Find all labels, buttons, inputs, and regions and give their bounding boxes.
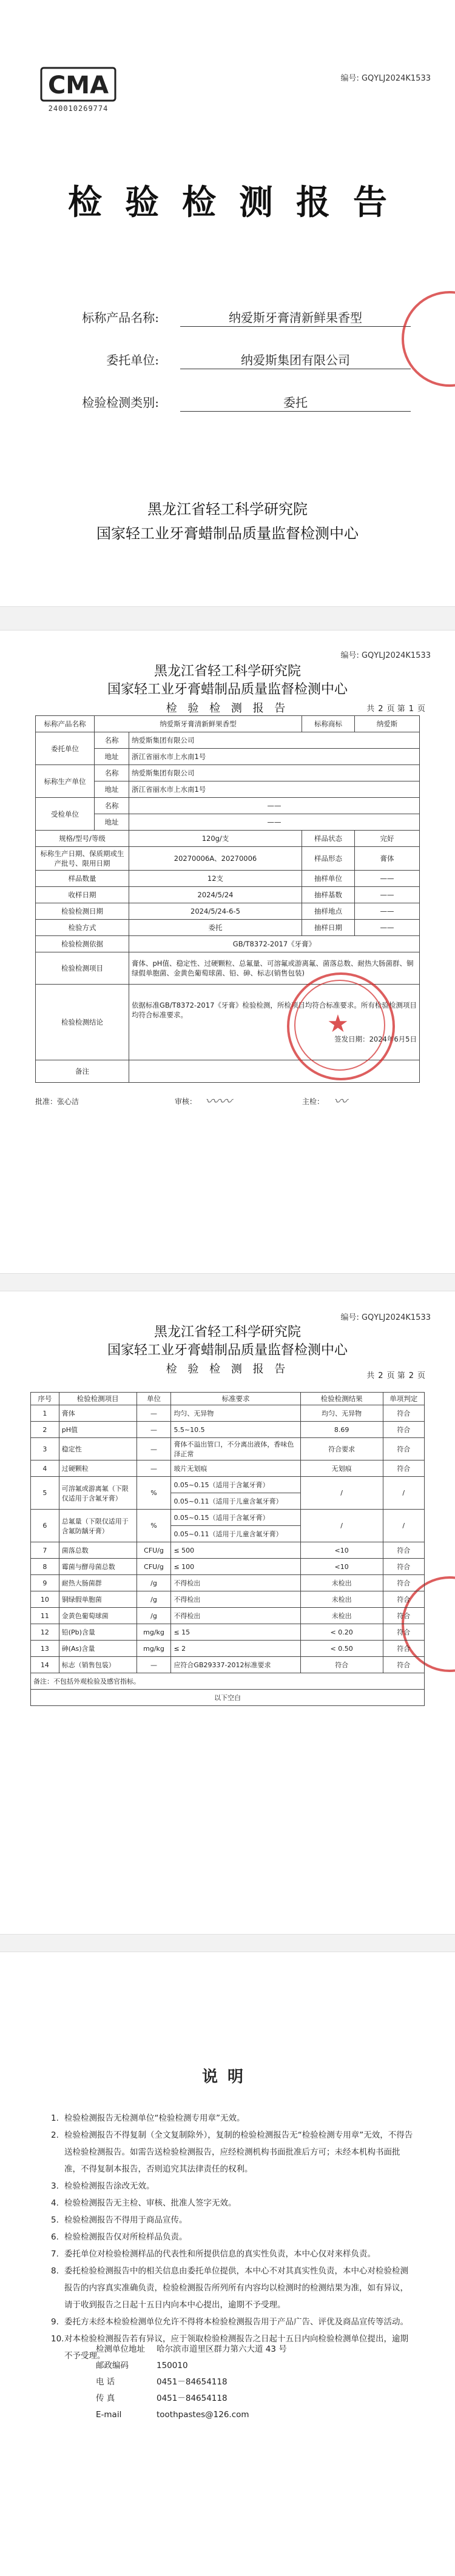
item-number: 10. [51,2334,64,2344]
item-number: 8. [51,2266,59,2276]
page-suffix: 页 [417,704,425,714]
table-row [36,871,420,887]
page-indicator [365,1369,427,1380]
cma-logo [40,67,116,113]
table-cell: 7 [31,1542,59,1559]
page-indicator [365,702,427,714]
cell-label: 抽样单位 [302,871,355,887]
cell-value: 膏体 [355,847,420,871]
field-value: 委托 [283,395,308,410]
table-cell: 2 [31,1422,59,1438]
report-number-label: 编号: [340,74,359,83]
table-row [31,1575,425,1591]
table-cell: 均匀、无异物 [300,1405,383,1422]
contact-row [96,2390,287,2407]
table-cell: — [136,1657,171,1673]
table-cell: 符合 [383,1641,424,1657]
item-text: 检验检测报告无检测单位“检验检测专用章”无效。 [64,2113,245,2123]
item-text: 委托方未经本检验检测单位允许不得将本检验检测报告用于产品广告、评优及商品宣传等活动。 [64,2317,408,2327]
table-cell: 6 [31,1510,59,1542]
table-cell: 砷(As)含量 [59,1641,136,1657]
table-row [36,847,420,871]
table-cell: <10 [300,1542,383,1559]
cma-number: 240010269774 [48,104,109,113]
report-number-value: GQYLJ2024K1533 [361,1313,431,1322]
item-text: 对本检验检测报告若有异议，应于领取检验检测报告之日起十五日内向检验检测单位提出，逾期不予受理。 [64,2334,408,2361]
column-header: 检验检测结果 [300,1393,383,1405]
table-row [31,1657,425,1673]
statement-list [51,2110,415,2364]
field-value: 纳爱斯牙膏清新鲜果香型 [229,310,362,325]
cell-value: 12支 [129,871,302,887]
statement-item [51,2127,415,2178]
table-cell: 8 [31,1559,59,1575]
column-header: 单位 [136,1393,171,1405]
table-cell: 符合要求 [300,1438,383,1460]
cover-field-product [68,303,432,327]
table-cell: 0.05~0.15（适用于含氟牙膏） [171,1477,300,1493]
table-row [36,903,420,920]
item-number: 1. [51,2113,59,2123]
cell-value: 膏体、pH值、稳定性、过硬颗粒、总氟量、可溶氟或游离氟、菌落总数、耐热大肠菌群、铜绿假单胞菌、金黄色葡萄球菌、铅、砷、标志(销售包装) [129,952,420,985]
field-label: 标称产品名称: [82,310,159,325]
cell-value: —— [355,887,420,903]
table-cell: < 0.50 [300,1641,383,1657]
statement-item [51,2246,415,2263]
table-cell: 符合 [383,1657,424,1673]
table-cell: 过硬颗粒 [59,1460,136,1477]
table-cell: 9 [31,1575,59,1591]
table-cell: % [136,1510,171,1542]
org-name-1: 黑龙江省轻工科学研究院 [153,664,301,679]
page-mid: 页 第 [386,1371,405,1380]
cell-label: 样品形态 [302,847,355,871]
cell-value: —— [129,798,420,814]
report-title: 检 验 检 测 报 告 [166,1363,289,1376]
contact-label: 检测单位地址 [96,2344,145,2354]
cell-value: 纳爱斯牙膏清新鲜果香型 [95,716,302,732]
cell-value: 20270006A、20270006 [129,847,302,871]
reviewer: 审核： [175,1097,197,1106]
field-label: 检验检测类别: [82,395,159,410]
report-number-value: GQYLJ2024K1533 [361,74,431,83]
star-icon: ★ [327,1010,349,1038]
table-cell: 霉菌与酵母菌总数 [59,1559,136,1575]
table-cell: — [136,1460,171,1477]
table-cell: 应符合GB29337-2012标准要求 [171,1657,300,1673]
cover-field-client [68,346,432,370]
seal-stamp [287,972,395,1080]
table-cell: 无划痕 [300,1460,383,1477]
statement-item [51,2195,415,2212]
report-number-value: GQYLJ2024K1533 [361,651,431,660]
item-number: 5. [51,2215,59,2225]
page-mid: 页 第 [386,704,405,714]
cell-value: —— [129,814,420,831]
cell-label: 收样日期 [36,887,129,903]
cell-label: 受检单位 [36,798,95,831]
contact-label: E-mail [96,2410,122,2420]
org-name-2: 国家轻工业牙膏蜡制品质量监督检测中心 [96,525,359,542]
table-cell: 稳定性 [59,1438,136,1460]
tester-signature: 〰 [334,1094,348,1109]
item-number: 6. [51,2232,59,2242]
table-cell: 耐热大肠菌群 [59,1575,136,1591]
table-cell: 11 [31,1608,59,1624]
contact-row [96,2358,287,2374]
table-cell: / [300,1477,383,1510]
cover-page [0,0,455,606]
org-name-2: 国家轻工业牙膏蜡制品质量监督检测中心 [107,682,348,697]
cell-label: 样品状态 [302,831,355,847]
page-number: 1 [408,704,414,714]
contact-value: 哈尔滨市道里区群力第六大道 43 号 [157,2344,287,2354]
cell-value: 委托 [129,920,302,936]
cell-label: 检验方式 [36,920,129,936]
table-cell: 符合 [300,1657,383,1673]
table-cell: /g [136,1608,171,1624]
report-number [340,649,431,660]
table-cell: 5.5~10.5 [171,1422,300,1438]
table-cell: mg/kg [136,1624,171,1641]
cell-value: 纳爱斯集团有限公司 [129,732,420,749]
statement-item [51,2212,415,2229]
table-cell: /g [136,1591,171,1608]
cell-value: —— [355,903,420,920]
table-cell: 不得检出 [171,1575,300,1591]
table-row [31,1608,425,1624]
table-cell: 未检出 [300,1575,383,1591]
cell-label: 抽样地点 [302,903,355,920]
cell-label: 检验检测项目 [36,952,129,985]
table-cell: 膏体不溢出管口，不分离出液体，香味色泽正常 [171,1438,300,1460]
cell-label: 备注 [36,1060,129,1083]
item-text: 检验检测报告不得复制（全文复制除外），复制的检验检测报告无“检验检测专用章”无效，不得告送检验检测报告。如需告送检验检测报告，应经检测机构书面批准后方可；未经本机构书面批准，不得复制本报告，否则追究其法律责任的权利。 [64,2130,413,2174]
field-underline [180,326,411,327]
report-title: 检 验 检 测 报 告 [166,702,289,715]
table-cell: 未检出 [300,1591,383,1608]
table-cell: 符合 [383,1422,424,1438]
table-cell: 符合 [383,1559,424,1575]
cell-label: 抽样日期 [302,920,355,936]
org-name-2: 国家轻工业牙膏蜡制品质量监督检测中心 [107,1343,348,1358]
cell-label: 抽样基数 [302,887,355,903]
statement-item [51,2110,415,2127]
cell-label: 检验检测日期 [36,903,129,920]
cma-mark-icon [40,67,116,102]
contact-label: 邮政编码 [96,2361,129,2370]
table-cell: 0.05~0.15（适用于含氟牙膏） [171,1510,300,1526]
contact-row [96,2407,287,2423]
item-number: 2. [51,2130,59,2140]
table-cell: — [136,1405,171,1422]
table-row [31,1542,425,1559]
cell-label: 名称 [95,732,129,749]
table-cell: 未检出 [300,1608,383,1624]
column-header: 标准要求 [171,1393,300,1405]
results-table [30,1392,425,1706]
table-row [36,798,420,814]
report-number [340,1311,431,1322]
table-cell: ≤ 500 [171,1542,300,1559]
table-cell: — [136,1422,171,1438]
cell-value: —— [355,920,420,936]
statement-title: 说明 [201,2068,253,2086]
item-text: 检验检测报告无主检、审核、批准人签字无效。 [64,2198,237,2208]
table-cell: 符合 [383,1542,424,1559]
table-cell: 4 [31,1460,59,1477]
cell-value: 2024/5/24 [129,887,302,903]
conclusion-text: 依据标准GB/T8372-2017《牙膏》检验检测，所检项目均符合标准要求。所有检验检测项目均符合标准要求。 [132,1001,417,1019]
table-cell: /g [136,1575,171,1591]
cell-value: 120g/支 [129,831,302,847]
cell-label: 样品数量 [36,871,129,887]
cell-label: 地址 [95,781,129,798]
column-header: 检验检测项目 [59,1393,136,1405]
table-cell: 总氟量（下限仅适用于含氟防龋牙膏） [59,1510,136,1542]
table-cell: — [136,1438,171,1460]
table-cell: 符合 [383,1575,424,1591]
contact-label: 传 真 [96,2394,115,2403]
cell-value: 完好 [355,831,420,847]
cell-label: 名称 [95,798,129,814]
table-header-row [31,1393,425,1405]
page-prefix: 共 [366,1371,375,1380]
cell-label: 检验检测结论 [36,985,129,1060]
table-row [31,1591,425,1608]
item-text: 检验检测报告不得用于商品宣传。 [64,2215,187,2225]
item-number: 9. [51,2317,59,2327]
table-cell: 13 [31,1641,59,1657]
table-cell: CFU/g [136,1559,171,1575]
table-cell: CFU/g [136,1542,171,1559]
field-value: 纳爱斯集团有限公司 [241,353,350,367]
table-cell: / [300,1510,383,1542]
table-row [36,732,420,749]
table-row [31,1673,425,1690]
table-cell: pH值 [59,1422,136,1438]
table-cell: 14 [31,1657,59,1673]
cell-label: 规格/型号/等级 [36,831,129,847]
page-suffix: 页 [417,1371,425,1380]
contact-block [96,2341,287,2423]
table-row [31,1510,425,1526]
results-body [31,1405,425,1673]
cover-field-category [68,388,432,412]
cell-value: GB/T8372-2017《牙膏》 [129,936,420,952]
table-row [31,1405,425,1422]
item-text: 委托检验检测报告中的相关信息由委托单位提供，本中心不对其真实性负责，本中心对检验检测报告的内容真实准确负责，检验检测报告所列所有内容均以检测时的检测结果为准，如有异议，请于收到报告之日起十五日内向本中心提出，逾期不予受理。 [64,2266,408,2310]
table-cell: 金黄色葡萄球菌 [59,1608,136,1624]
table-row [31,1460,425,1477]
table-row [36,887,420,903]
table-cell: 不得检出 [171,1591,300,1608]
approver: 批准：张心洁 [35,1097,79,1106]
org-name-1: 黑龙江省轻工科学研究院 [147,501,308,518]
cell-value: 浙江省丽水市上水南1号 [129,749,420,765]
table-cell: 标志（销售包装） [59,1657,136,1673]
statement-item [51,2229,415,2246]
table-cell: 符合 [383,1460,424,1477]
table-cell: ≤ 2 [171,1641,300,1657]
total-pages: 2 [378,1371,383,1380]
cell-label: 标称生产单位 [36,765,95,798]
cell-label: 标称商标 [302,716,355,732]
report-info-table [35,715,420,1083]
table-cell: 10 [31,1591,59,1608]
statement-item [51,2313,415,2330]
reviewer-signature: 〰〰 [205,1094,232,1109]
table-cell: / [383,1477,424,1510]
total-pages: 2 [378,704,383,714]
cell-value: —— [355,871,420,887]
table-row [31,1559,425,1575]
item-text: 委托单位对检验检测样品的代表性和所提供信息的真实性负责，本中心仅对来样负责。 [64,2249,376,2259]
table-row [31,1477,425,1493]
table-cell: ≤ 15 [171,1624,300,1641]
table-row [36,765,420,781]
cell-label: 名称 [95,765,129,781]
cell-value: 纳爱斯 [355,716,420,732]
contact-value: 0451－84654118 [157,2377,228,2387]
contact-row [96,2374,287,2390]
table-row [31,1641,425,1657]
table-cell: <10 [300,1559,383,1575]
cell-label: 检验检测依据 [36,936,129,952]
table-cell: 5 [31,1477,59,1510]
report-title: 检验检测报告 [68,182,410,222]
table-cell: < 0.20 [300,1624,383,1641]
column-header: 序号 [31,1393,59,1405]
cell-label: 委托单位 [36,732,95,765]
report-number-label: 编号: [340,1313,359,1322]
contact-value: toothpastes@126.com [157,2410,249,2420]
tester: 主检： [302,1097,325,1106]
contact-row [96,2341,287,2358]
table-row [36,831,420,847]
table-cell: 0.05~0.11（适用于儿童含氟牙膏） [171,1493,300,1510]
table-cell: 可溶氟或游离氟（下限仅适用于含氟牙膏） [59,1477,136,1510]
cell-value: 浙江省丽水市上水南1号 [129,781,420,798]
table-end: 以下空白 [31,1690,425,1706]
table-cell: 3 [31,1438,59,1460]
table-cell: 符合 [383,1624,424,1641]
table-cell: 铅(Pb)含量 [59,1624,136,1641]
table-cell: 0.05~0.11（适用于儿童含氟牙膏） [171,1526,300,1542]
table-row [31,1624,425,1641]
cell-value: 2024/5/24-6-5 [129,903,302,920]
table-cell: 1 [31,1405,59,1422]
cell-label: 地址 [95,749,129,765]
field-label: 委托单位: [106,353,159,367]
table-cell: 菌落总数 [59,1542,136,1559]
table-cell: 符合 [383,1591,424,1608]
conclusion-cell [129,985,420,1060]
contact-label: 电 话 [96,2377,115,2387]
table-row [36,716,420,732]
table-note: 备注：不包括外观检验及感官指标。 [31,1673,425,1690]
table-row [36,936,420,952]
cell-value: 纳爱斯集团有限公司 [129,765,420,781]
table-row [31,1422,425,1438]
table-cell: 膏体 [59,1405,136,1422]
table-cell: 12 [31,1624,59,1641]
cma-text: CMA [47,72,109,99]
table-cell: mg/kg [136,1641,171,1657]
table-cell: 不得检出 [171,1608,300,1624]
cell-label: 标称产品名称 [36,716,95,732]
item-text: 检验检测报告仅对所检样品负责。 [64,2232,187,2242]
report-number-label: 编号: [340,651,359,660]
statement-item [51,2178,415,2195]
table-cell: 符合 [383,1405,424,1422]
table-cell: ≤ 100 [171,1559,300,1575]
org-name-1: 黑龙江省轻工科学研究院 [153,1325,301,1340]
item-text: 检验检测报告涂改无效。 [64,2181,155,2191]
table-cell: 均匀、无异物 [171,1405,300,1422]
field-underline [180,411,411,412]
page-prefix: 共 [366,704,375,714]
cell-label: 标称生产日期、保质期或生产批号、限用日期 [36,847,129,871]
table-cell: 玻片无划痕 [171,1460,300,1477]
table-row [31,1438,425,1460]
conclusion-sign-date: 签发日期：2024年6月5日 [334,1035,417,1043]
table-cell: 符合 [383,1438,424,1460]
page-number: 2 [408,1371,414,1380]
table-row [36,920,420,936]
contact-value: 0451－84654118 [157,2394,228,2403]
table-cell: 符合 [383,1608,424,1624]
column-header: 单项判定 [383,1393,424,1405]
cell-label: 地址 [95,814,129,831]
table-cell: % [136,1477,171,1510]
table-row [36,985,420,1060]
table-row [31,1690,425,1706]
item-number: 3. [51,2181,59,2191]
table-cell: 8.69 [300,1422,383,1438]
statement-item [51,2263,415,2313]
contact-value: 150010 [157,2361,188,2370]
report-number [340,72,431,83]
item-number: 4. [51,2198,59,2208]
item-number: 7. [51,2249,59,2259]
table-cell: / [383,1510,424,1542]
table-cell: 铜绿假单胞菌 [59,1591,136,1608]
